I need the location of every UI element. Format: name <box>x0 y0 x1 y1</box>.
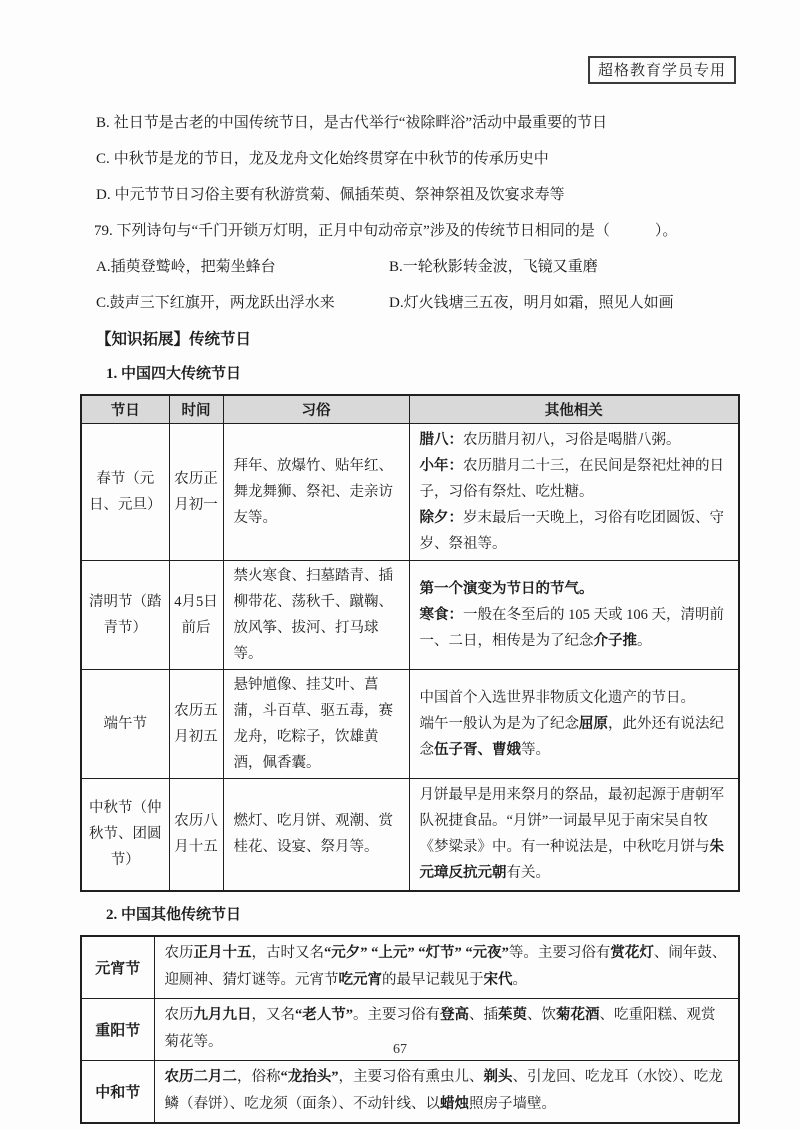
festival-cell: 春节（元日、元旦） <box>81 424 169 561</box>
table-row-mid-autumn-festival <box>81 779 739 891</box>
option-label: D. <box>96 187 111 203</box>
four-festivals-table <box>80 394 740 892</box>
festival-description: 农历正月十五，古时又名“元夕” “上元” “灯节” “元夜”等。主要习俗有赏花灯、闹年鼓、迎厕神、猜灯谜等。元宵节吃元宵的最早记载见于宋代。 <box>154 936 739 999</box>
option-text: 鼓声三下红旗开，两龙跃出浮水来 <box>109 295 335 311</box>
table-row-lantern-festival <box>81 936 739 999</box>
option-label: A. <box>96 259 111 275</box>
related-paragraph: 中国首个入选世界非物质文化遗产的节日。 <box>419 690 695 706</box>
related-cell <box>409 424 739 561</box>
section1-title: 1. 中国四大传统节日 <box>106 366 242 382</box>
option-label: B. <box>389 259 403 275</box>
option-label: C. <box>96 151 110 167</box>
table-row-qingming-festival <box>81 561 739 670</box>
customs-cell: 拜年、放爆竹、贴年红、舞龙舞狮、祭祀、走亲访友等。 <box>223 424 409 561</box>
related-paragraph: 月饼最早是用来祭月的祭品，最初起源于唐朝军队祝捷食品。“月饼”一词最早见于南宋吴自牧《梦粱录》中。有一种说法是，中秋吃月饼与朱元璋反抗元朝有关。 <box>419 787 724 882</box>
question79-option-c <box>96 294 389 313</box>
table-row-zhonghe-festival <box>81 1060 739 1123</box>
related-paragraph: 小年：农历腊月二十三，在民间是祭祀灶神的日子，习俗有祭灶、吃灶糖。 <box>419 458 724 500</box>
other-festivals-table <box>80 935 740 1124</box>
festival-cell: 清明节（踏青节） <box>81 561 169 670</box>
festival-cell: 端午节 <box>81 670 169 779</box>
time-cell: 农历八月十五 <box>169 779 223 891</box>
table-row-dragon-boat-festival <box>81 670 739 779</box>
table-row-spring-festival <box>81 424 739 561</box>
related-cell <box>409 561 739 670</box>
option-label: B. <box>96 115 110 131</box>
option-text: 中元节节日习俗主要有秋游赏菊、佩插茱萸、祭神祭祖及饮宴求寿等 <box>114 187 565 203</box>
related-paragraph: 除夕：岁末最后一天晚上，习俗有吃团圆饭、守岁、祭祖等。 <box>419 510 724 552</box>
header-badge: 超格教育学员专用 <box>588 56 736 84</box>
knowledge-heading: 【知识拓展】传统节日 <box>96 331 252 348</box>
question79-option-b <box>389 258 738 277</box>
col-header-festival: 节日 <box>81 395 169 424</box>
festival-cell: 重阳节 <box>81 998 154 1060</box>
question79-option-a <box>96 258 389 277</box>
option-text: 插萸登鹫岭，把菊坐蜂台 <box>110 259 276 275</box>
festival-description: 农历二月二，俗称“龙抬头”，主要习俗有熏虫儿、剃头、引龙回、吃龙耳（水饺）、吃龙鳞（春饼）、吃龙须（面条）、不动针线、以蜡烛照房子墙壁。 <box>154 1060 739 1123</box>
question78-option-c <box>96 150 738 169</box>
table-header-row <box>81 395 739 424</box>
question78-option-d <box>96 186 738 205</box>
question79-options-row-1 <box>96 258 738 277</box>
related-paragraph: 端午一般认为是为了纪念屈原，此外还有说法纪念伍子胥、曹娥等。 <box>419 716 724 758</box>
col-header-related: 其他相关 <box>409 395 739 424</box>
option-text: 灯火钱塘三五夜，明月如霜，照见人如画 <box>403 295 674 311</box>
related-paragraph: 寒食：一般在冬至后的 105 天或 106 天，清明前一、二日，相传是为了纪念介子推。 <box>419 607 724 649</box>
question79-option-d <box>389 294 738 313</box>
question79-options-row-2 <box>96 294 738 313</box>
option-label: D. <box>389 295 404 311</box>
time-cell: 农历正月初一 <box>169 424 223 561</box>
question78-option-b <box>96 114 738 133</box>
option-text: 一轮秋影转金波，飞镜又重磨 <box>402 259 598 275</box>
customs-cell: 燃灯、吃月饼、观潮、赏桂花、设宴、祭月等。 <box>223 779 409 891</box>
festival-cell: 元宵节 <box>81 936 154 999</box>
festival-description: 农历九月九日，又名“老人节”。主要习俗有登高、插茱萸、饮菊花酒、吃重阳糕、观赏菊花等。 <box>154 998 739 1060</box>
related-paragraph: 第一个演变为节日的节气。 <box>419 581 594 597</box>
col-header-customs: 习俗 <box>223 395 409 424</box>
time-cell: 农历五月初五 <box>169 670 223 779</box>
festival-cell: 中秋节（仲秋节、团圆节） <box>81 779 169 891</box>
option-text: 社日节是古老的中国传统节日，是古代举行“祓除畔浴”活动中最重要的节日 <box>113 115 608 131</box>
customs-cell: 悬钟馗像、挂艾叶、菖蒲，斗百草、驱五毒，赛龙舟，吃粽子，饮雄黄酒，佩香囊。 <box>223 670 409 779</box>
section2-title: 2. 中国其他传统节日 <box>106 906 242 923</box>
page-content <box>80 114 738 1130</box>
related-paragraph: 腊八：农历腊月初八，习俗是喝腊八粥。 <box>419 432 681 448</box>
customs-cell: 禁火寒食、扫墓踏青、插柳带花、荡秋千、蹴鞠、放风筝、拔河、打马球等。 <box>223 561 409 670</box>
time-cell: 4月5日前后 <box>169 561 223 670</box>
festival-cell: 中和节 <box>81 1060 154 1123</box>
col-header-time: 时间 <box>169 395 223 424</box>
option-label: C. <box>96 295 110 311</box>
question79-stem: 79. 下列诗句与“千门开锁万灯明，正月中旬动帝京”涉及的传统节日相同的是（ ）。 <box>94 223 678 239</box>
page-number: 67 <box>393 1042 407 1057</box>
related-cell <box>409 779 739 891</box>
option-text: 中秋节是龙的节日，龙及龙舟文化始终贯穿在中秋节的传承历史中 <box>113 151 549 167</box>
related-cell <box>409 670 739 779</box>
